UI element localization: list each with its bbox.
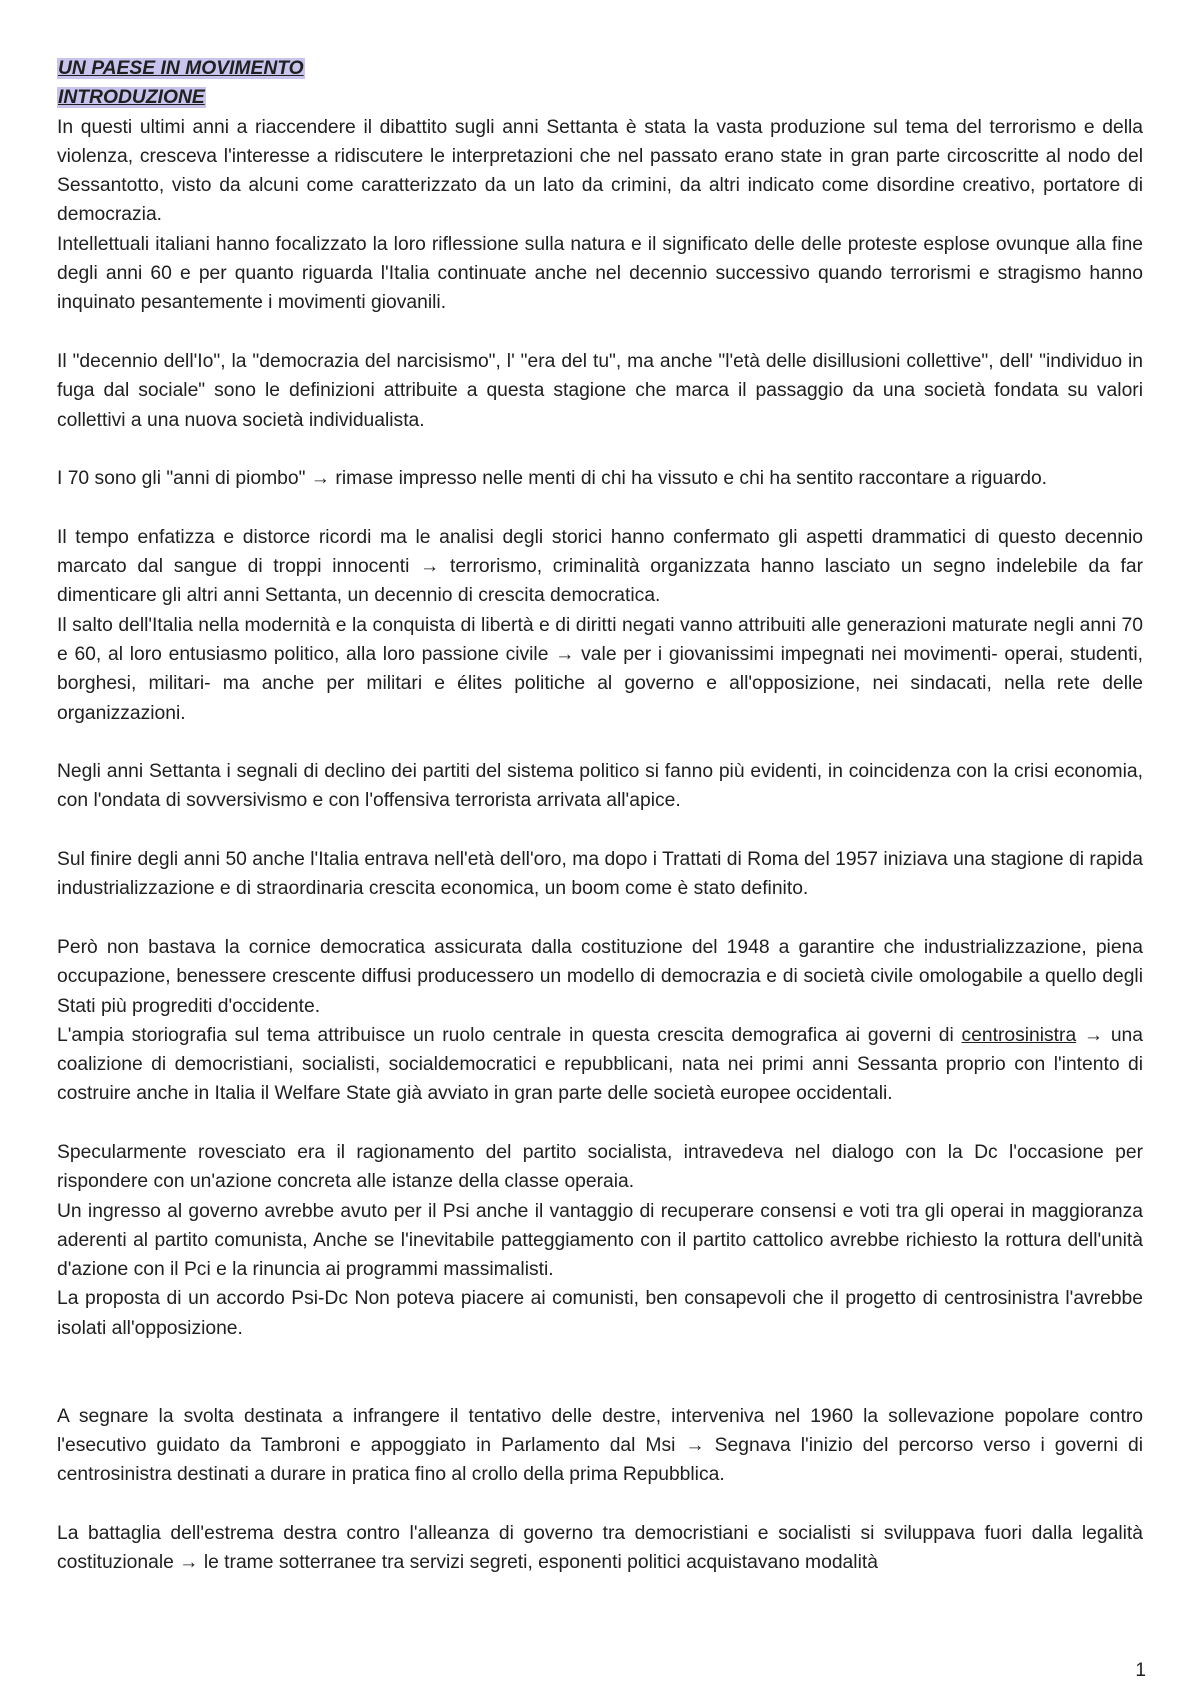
paragraph: Un ingresso al governo avrebbe avuto per il Psi anche il vantaggio di recuperare consensi e voti tra gli operai in maggioranza aderenti al partito comunista, Anche se l'inevitabile patteggiamento con il partito cattolico avrebbe richiesto la rottura dell'unità d'azione con il Pci e la rinuncia ai programmi massimalisti.	[57, 1200, 1143, 1281]
spacer	[57, 493, 1143, 522]
paragraph: Sul finire degli anni 50 anche l'Italia entrava nell'età dell'oro, ma dopo i Trattati di Roma del 1957 iniziava una stagione di rapida industrializzazione e di straordinaria crescita economica, un boom come è stato definito.	[57, 849, 1143, 900]
document-body	[57, 54, 1143, 1577]
paragraph: Il salto dell'Italia nella modernità e la conquista di libertà e di diritti negati vanno attribuiti alle generazioni maturate negli anni 70 e 60, al loro entusiasmo politico, alla loro passione civile → vale per i giovanissimi impegnati nei movimenti- operai, studenti, borghesi, militari- ma anche per militari e élites politiche al governo e all'opposizione, nei sindacati, nella rete delle organizzazioni.	[57, 614, 1143, 724]
spacer	[57, 1490, 1143, 1519]
section-heading: INTRODUZIONE	[58, 87, 205, 109]
paragraph: Il "decennio dell'Io", la "democrazia del narcisismo", l' "era del tu", ma anche "l'età delle disillusioni collettive", dell' "individuo in fuga dal sociale" sono le definizioni attribuite a questa stagione che marca il passaggio da una società fondata su valori collettivi a una nuova società individualista.	[57, 350, 1143, 431]
spacer	[57, 728, 1143, 757]
paragraph: La proposta di un accordo Psi-Dc Non poteva piacere ai comunisti, ben consapevoli che il progetto di centrosinistra l'avrebbe isolati all'opposizione.	[57, 1288, 1143, 1339]
paragraph: In questi ultimi anni a riaccendere il dibattito sugli anni Settanta è stata la vasta produzione sul tema del terrorismo e della violenza, cresceva l'interesse a ridiscutere le interpretazioni che nel passato erano state in gran parte circoscritte al nodo del Sessantotto, visto da alcuni come caratterizzato da un lato da crimini, da altri indicato come disordine creativo, portatore di democrazia.	[57, 116, 1143, 226]
spacer	[57, 816, 1143, 845]
paragraph: Negli anni Settanta i segnali di declino dei partiti del sistema politico si fanno più evidenti, in coincidenza con la crisi economia, con l'ondata di sovversivismo e con l'offensiva terrorista arrivata all'apice.	[57, 761, 1143, 812]
spacer	[57, 904, 1143, 933]
paragraph: La battaglia dell'estrema destra contro l'alleanza di governo tra democristiani e socialisti si sviluppava fuori dalla legalità costituzionale → le trame sotterranee tra servizi segreti, esponenti politici acquistavano modalità	[57, 1522, 1143, 1574]
paragraph-continuation-text: → una coalizione di democristiani, socialisti, socialdemocratici e repubblicani, nata nei primi anni Sessanta proprio con l'intento di costruire anche in Italia il Welfare State già avviato in gran parte delle società europee occidentali.	[57, 1024, 1143, 1105]
paragraph: I 70 sono gli "anni di piombo" → rimase impresso nelle menti di chi ha vissuto e chi ha sentito raccontare a riguardo.	[57, 468, 1048, 490]
document-title: UN PAESE IN MOVIMENTO	[58, 58, 304, 79]
spacer	[57, 1109, 1143, 1138]
paragraph: Intellettuali italiani hanno focalizzato la loro riflessione sulla natura e il significato delle delle proteste esplose ovunque alla fine degli anni 60 e per quanto riguarda l'Italia continuate anche nel decennio successivo quando terrorismi e stragismo hanno inquinato pesantemente i movimenti giovanili.	[57, 233, 1143, 314]
paragraph-centrosinistra	[57, 1021, 1143, 1109]
paragraph: Specularmente rovesciato era il ragionamento del partito socialista, intravedeva nel dialogo con la Dc l'occasione per rispondere con un'azione concreta alle istanze della classe operaia.	[57, 1141, 1143, 1193]
paragraph: Però non bastava la cornice democratica assicurata dalla costituzione del 1948 a garantire che industrializzazione, piena occupazione, benessere crescente diffusi producessero un modello di democrazia e di società civile omologabile a quello degli Stati più progrediti d'occidente.	[57, 936, 1143, 1017]
title-line	[57, 54, 1143, 83]
spacer	[57, 1343, 1143, 1402]
underlined-term: centrosinistra	[961, 1024, 1077, 1046]
paragraph: A segnare la svolta destinata a infrangere il tentativo delle destre, interveniva nel 1960 la sollevazione popolare contro l'esecutivo guidato da Tambroni e appoggiato in Parlamento dal Msi → Segnava l'inizio del percorso verso i governi di centrosinistra destinati a durare in pratica fino al crollo della prima Repubblica.	[57, 1405, 1143, 1486]
spacer	[57, 318, 1143, 347]
page-number: 1	[1135, 1660, 1146, 1681]
section-line	[57, 83, 1143, 112]
spacer	[57, 435, 1143, 464]
paragraph-intro-text: L'ampia storiografia sul tema attribuisce un ruolo centrale in questa crescita demografica ai governi di	[57, 1024, 954, 1046]
paragraph: Il tempo enfatizza e distorce ricordi ma le analisi degli storici hanno confermato gli aspetti drammatici di questo decennio marcato dal sangue di troppi innocenti → terrorismo, criminalità organizzata hanno lasciato un segno indelebile da far dimenticare gli altri anni Settanta, un decennio di crescita democratica.	[57, 526, 1143, 607]
